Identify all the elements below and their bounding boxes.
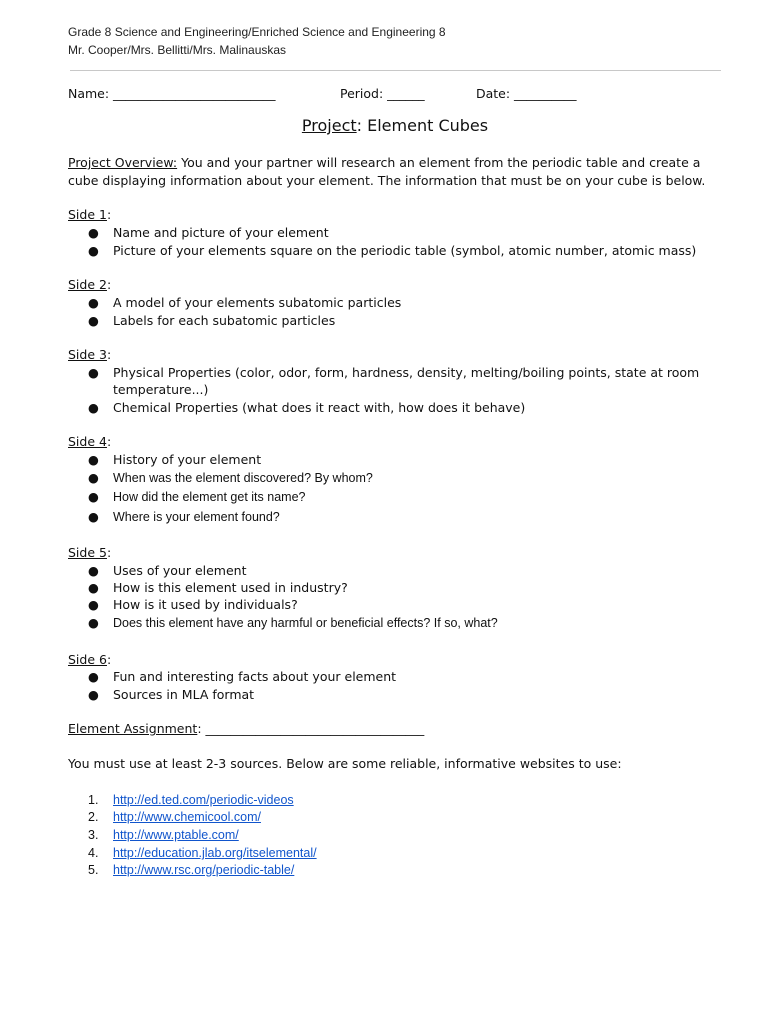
list-item-text: Where is your element found? (113, 510, 280, 524)
side-label: Side 4 (68, 434, 107, 449)
side-label: Side 5 (68, 545, 107, 560)
list-item-text: How is this element used in industry? (113, 580, 348, 595)
list-item-text: How is it used by individuals? (113, 597, 298, 612)
bullet: ● (88, 313, 99, 328)
list-item-text: Fun and interesting facts about your element (113, 669, 397, 684)
list-item-text: Sources in MLA format (113, 687, 255, 702)
side-6-heading (68, 652, 111, 667)
list-item-continuation: temperature...) (113, 382, 209, 397)
list-item (88, 597, 298, 612)
list-item-text: Chemical Properties (what does it react with, how does it behave) (113, 400, 526, 415)
bullet: ● (88, 470, 99, 485)
side-colon: : (106, 207, 112, 222)
side-5-heading (68, 545, 111, 560)
element-assignment (68, 721, 424, 736)
link-number: 3. (88, 828, 99, 842)
list-item-text: How did the element get its name? (113, 490, 306, 504)
page-title (0, 116, 770, 135)
assignment-blank: : ___________________________________ (197, 721, 425, 736)
link-item (88, 863, 294, 877)
list-item-text: Picture of your elements square on the periodic table (symbol, atomic number, atomic mass) (113, 243, 697, 258)
bullet: ● (88, 509, 99, 524)
side-colon: : (106, 652, 112, 667)
list-item (88, 489, 305, 504)
link-number: 4. (88, 846, 99, 860)
list-item-text: Physical Properties (color, odor, form, hardness, density, melting/boiling points, state at room (113, 365, 700, 380)
side-colon: : (106, 545, 112, 560)
list-item-text: Name and picture of your element (113, 225, 329, 240)
bullet: ● (88, 615, 99, 630)
list-item-text: Does this element have any harmful or beneficial effects? If so, what? (113, 616, 498, 630)
jlab-link[interactable]: http://education.jlab.org/itselemental/ (113, 846, 317, 860)
link-number: 1. (88, 793, 99, 807)
list-item (88, 225, 329, 240)
list-item (88, 365, 699, 380)
rsc-link[interactable]: http://www.rsc.org/periodic-table/ (113, 863, 295, 877)
link-number: 5. (88, 863, 99, 877)
date-field: Date: __________ (476, 86, 577, 101)
list-item-text: When was the element discovered? By whom? (113, 471, 373, 485)
side-label: Side 6 (68, 652, 107, 667)
bullet: ● (88, 597, 99, 612)
header-divider (70, 70, 721, 71)
side-2-heading (68, 277, 111, 292)
title-text: : Element Cubes (356, 116, 489, 135)
side-colon: : (106, 347, 112, 362)
bullet: ● (88, 563, 99, 578)
overview-line-1: You and your partner will research an element from the periodic table and create a (177, 155, 701, 170)
list-item (88, 563, 246, 578)
side-label: Side 1 (68, 207, 107, 222)
bullet: ● (88, 225, 99, 240)
bullet: ● (88, 580, 99, 595)
course-header: Grade 8 Science and Engineering/Enriched Science and Engineering 8 (68, 25, 446, 39)
overview-label: Project Overview: (68, 155, 178, 170)
list-item (88, 669, 396, 684)
ted-link[interactable]: http://ed.ted.com/periodic-videos (113, 793, 294, 807)
name-field: Name: __________________________ (68, 86, 276, 101)
list-item (88, 615, 498, 630)
list-item-text: History of your element (113, 452, 262, 467)
assignment-label: Element Assignment (68, 721, 198, 736)
link-item (88, 846, 317, 860)
list-item (88, 470, 373, 485)
teachers-header: Mr. Cooper/Mrs. Bellitti/Mrs. Malinauskas (68, 43, 287, 57)
ptable-link[interactable]: http://www.ptable.com/ (113, 828, 239, 842)
chemicool-link[interactable]: http://www.chemicool.com/ (113, 810, 261, 824)
overview-line-2: cube displaying information about your element. The information that must be on your cube is below. (68, 173, 706, 188)
link-number: 2. (88, 810, 99, 824)
side-colon: : (106, 434, 112, 449)
side-4-heading (68, 434, 111, 449)
list-item (88, 243, 696, 258)
list-item (88, 400, 525, 415)
bullet: ● (88, 669, 99, 684)
bullet: ● (88, 452, 99, 467)
list-item (88, 509, 280, 524)
list-item (88, 687, 254, 702)
side-label: Side 3 (68, 347, 107, 362)
bullet: ● (88, 365, 99, 380)
side-colon: : (106, 277, 112, 292)
bullet: ● (88, 687, 99, 702)
side-label: Side 2 (68, 277, 107, 292)
period-field: Period: ______ (340, 86, 425, 101)
list-item (88, 295, 401, 310)
link-item (88, 828, 239, 842)
side-1-heading (68, 207, 111, 222)
list-item (88, 452, 261, 467)
list-item (88, 313, 335, 328)
list-item (88, 580, 348, 595)
bullet: ● (88, 489, 99, 504)
list-item-text: A model of your elements subatomic particles (113, 295, 402, 310)
list-item-text: Uses of your element (113, 563, 247, 578)
bullet: ● (88, 400, 99, 415)
side-3-heading (68, 347, 111, 362)
bullet: ● (88, 243, 99, 258)
title-label: Project (301, 116, 357, 135)
project-overview (68, 154, 718, 190)
list-item-text: Labels for each subatomic particles (113, 313, 336, 328)
link-item (88, 793, 294, 807)
bullet: ● (88, 295, 99, 310)
link-item (88, 810, 261, 824)
sources-intro: You must use at least 2-3 sources. Below are some reliable, informative websites to use: (68, 756, 622, 771)
